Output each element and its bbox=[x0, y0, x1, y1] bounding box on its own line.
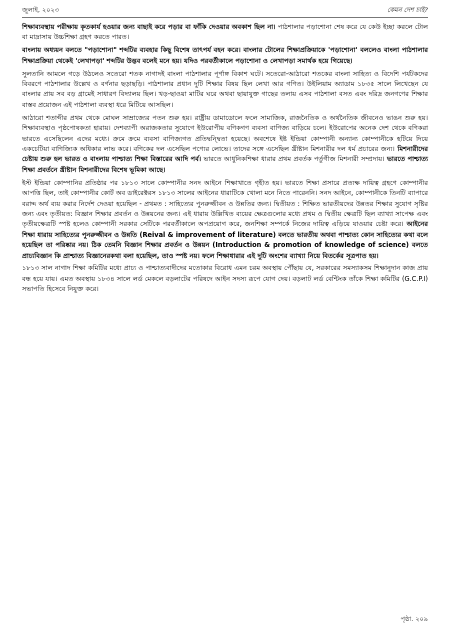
paragraph-4 bbox=[22, 113, 428, 175]
paragraph-1-bold-text: শিক্ষাব্যবস্থায় পরীক্ষায় কৃতকার্য হওয়ার জন্য বাছাই করে পড়ার বা ফাঁকি দেওয়ার অবকাশ ছিল না। bbox=[22, 23, 276, 31]
paragraph-5 bbox=[22, 178, 428, 261]
running-header bbox=[22, 5, 428, 17]
header-title: কেমন দেশ চাই? bbox=[387, 6, 428, 14]
header-divider bbox=[22, 17, 428, 18]
paragraph-4-text-b: ভারতে আধুনিকশিক্ষা ধারার প্রথম প্রবর্তক পর্তুগীজ মিশনারী সম্প্রদায়। bbox=[201, 155, 385, 164]
paragraph-4-bold-text-c: ভারতে পাশ্চাত্য শিক্ষা প্রবর্তনে খ্রীষ্টান মিশনারীদের বিশেষ ভূমিকা আছে। bbox=[22, 155, 429, 174]
paragraph-3 bbox=[22, 69, 428, 111]
paragraph-4-text: আঠারো শতাব্দীর প্রথম থেকে মোঘল সাম্রাজ্যের পতন শুরু হয়। রাষ্ট্রীয় ডামাডোলে ফলে সামাজিক, রাজনৈতিক ও অর্থনৈতিক জীবনেও ভাঙন শুরু হয়। শিক্ষাব্যবস্থাও পৃষ্ঠপোষকতা হারায়। দেশব্যাপী অরাজকতার সুযোগে ইউরোপীয় বণিকগণ ব্যবসা বাণিজ্য বাড়িয়ে চলে। ইউরোপের অনেক দেশ থেকে বণিকরা ভারতে এসেছিলেন এদের মধ্যে। ক্রমে ক্রমে ব্যবসা বাণিজ্যগত প্রতিদ্বন্দ্বিতা হয়েছে। অবশেষে ইষ্ট ইন্ডিয়া কোম্পানী অন্যান্য কোম্পানীকে হটিয়ে দিয়ে একচেটিয়া বাণিজ্যিক অধিকার লাভ করে। বণিকের দল এসেছিল পণ্যের লোভে। তাদের সঙ্গে এসেছিল খ্রীষ্টান মিশনারীর দল ধর্ম প্রচারের জন্য। bbox=[22, 113, 428, 153]
paragraph-6 bbox=[22, 263, 428, 294]
paragraph-1 bbox=[22, 22, 428, 43]
paragraph-5-text: ইস্ট ইন্ডিয়া কোম্পানির প্রতিষ্ঠার পর ১৮১৩ সালে কোম্পানীর সনদ আইনে শিক্ষাখাতে গৃহীত হয়। ভারতে শিক্ষা প্রসারে প্রত্যক্ষ দায়িত্ব গ্রহণে কোম্পানীর আপত্তি ছিল, তাই কোম্পানীর কোর্ট অব ডাইরেক্টরস ১৮১৩ সালের আইনের ধারাটিকে খোলা মনে নিতে পারেননি। সনদ আইনে, কোম্পানীকে তিনটি ব্যাপারে বরাদ্দ অর্থ ব্যয় করার নির্দেশ দেওয়া হয়েছিল - প্রথমত : সাহিত্যের পুনরুজ্জীবন ও উন্নতির জন্য। দ্বিতীয়ত : শিক্ষিত ভারতীয়দের উন্নতর শিক্ষার সুযোগ সৃষ্টির জন্য এবং তৃতীয়ত: বিজ্ঞান শিক্ষার প্রবর্তন ও উন্নয়নের জন্য। এই ধারায় উল্লিখিত ব্যয়ের ক্ষেত্রগুলোর মধ্যে প্রথম ও দ্বিতীয় ক্ষেত্রটি ছিল ব্যাখ্যা সাপেক্ষ এবং তৃতীয়ক্ষেত্রটি স্পষ্ট হলেও কোম্পানী সরকার সেটিকে পরবর্তীকালে অপপ্রয়োগ করে, জনশিক্ষা সম্পর্কে নিজের দায়িত্ব এড়িয়ে যাওয়ার চেষ্টা করে। bbox=[22, 178, 428, 229]
article-body bbox=[22, 22, 428, 297]
paragraph-4-bold-text-a: মিশনারীদের চেষ্টায় শুরু হল ভারত ও বাংলায় পাশ্চাত্য শিক্ষা বিস্তারের আদি পর্ব। bbox=[22, 144, 428, 164]
paragraph-6-text: ১৮১৩ সাল নাগাদ শিক্ষা কমিটির মধ্যে প্রাচ্য ও পাশ্চাত্যবাদীদের মতোকার বিরোধ এমন চরম অবস্থায় পৌঁছায় যে, সরকারের সমস্যাকসম শিক্ষানুদান কাজ প্রায় বন্ধ হয়ে যায়। এমত অবস্থায় ১৮৩৪ সালে লর্ড মেকলে বড়লাটের পরিষদে আইন সদস্য রূপে যোগ দেয়। বড়লাট লর্ড বেন্টিংক তাঁকে শিক্ষা কমিটির (G.C.P.I) সভাপতি হিসেবে নিযুক্ত করে। bbox=[22, 264, 428, 294]
paragraph-2 bbox=[22, 45, 428, 66]
paragraph-2-bold-text: বাংলায় অধ্যয়ন বলতে "পড়াশোনা" শব্দটির ব্যবহার কিছু বিশেষ তাৎপর্য বহন করে। বাংলার টোলের শিক্ষাপ্রক্রিয়াকে 'পড়াশোনা' বললেও বাংলা পাঠশালার শিক্ষাপ্রক্রিয়া থেকেই 'লেখাপড়া' শব্দটির উদ্ভব বলেই মনে হয়। যদিও পরবর্তীকালে পড়াশোনা ও লেখাপড়া সমার্থক হয়ে গিয়েছে। bbox=[22, 46, 428, 65]
header-date: জুলাই, ২০২৩ bbox=[22, 6, 59, 14]
paragraph-3-text: সুলতানি আমলে গড়ে উঠলেও সতেরো শতক নাগাদই বাংলা পাঠশালার পূর্ণাঙ্গ বিকাশ ঘটে। সতেরো-আঠারো শতকের বাংলা সাহিত্য ও বিদেশি পর্যটকদের বিবরণে পাঠশালার উল্লেখ ও বর্ণনার ছড়াছড়ি। পাঠশালার প্রধান দুটি শিক্ষার বিষয় ছিল লেখা আর গণিত। উইলিয়াম অ্যাডাম ১৮৩৫ সালে লিখেছেন যে বাংলার প্রায় সব বড় গ্রামেই সাধারণ বিদ্যালয় ছিল। খড়-ছাওয়া মাটির ঘরে অথবা ছায়াযুক্ত গাছের তলায় এসব পাঠশালা বসত এবং দরিদ্র জনগণের শিক্ষার বাস্তব প্রয়োজন এই পাঠশালা ব্যবস্থা ধরে মিটিয়ে আসছিল। bbox=[22, 69, 428, 109]
page-number: পৃষ্ঠা. ২০৯ bbox=[400, 615, 428, 623]
paragraph-5-bold-text: আইনের শিক্ষা ধারায় সাহিত্যের পুনরুজ্জীবন ও উন্নতি (Reival & improvement of literature) বলতে ভারতীয় অথবা পাশ্চাত্য কোন সাহিত্যের কথা বলে হয়েছিল তা পরিষ্কার নয়। ঠিক তেমনি বিজ্ঞান শিক্ষার প্রবর্তন ও উন্নয়ন (Introduction & promotion of knowledge of science) বলতে প্রাচ্যবিজ্ঞান কি প্রাশ্চাত্য বিজ্ঞানেরকথা বলা হয়েছিল, তাও স্পষ্ট নয়। ফলে শিক্ষাধারার এই দুটি অংশের ব্যাখ্যা নিয়ে বিতর্কের সূত্রপাত হয়। bbox=[22, 220, 428, 260]
paragraph-1-text: পাঠশালার পড়াশোনা শেষ করে যে কেউ ইচ্ছা করলে টোল বা মাদ্রাসায় উচ্চশিক্ষা গ্রহণ করতে পারত। bbox=[22, 23, 428, 42]
